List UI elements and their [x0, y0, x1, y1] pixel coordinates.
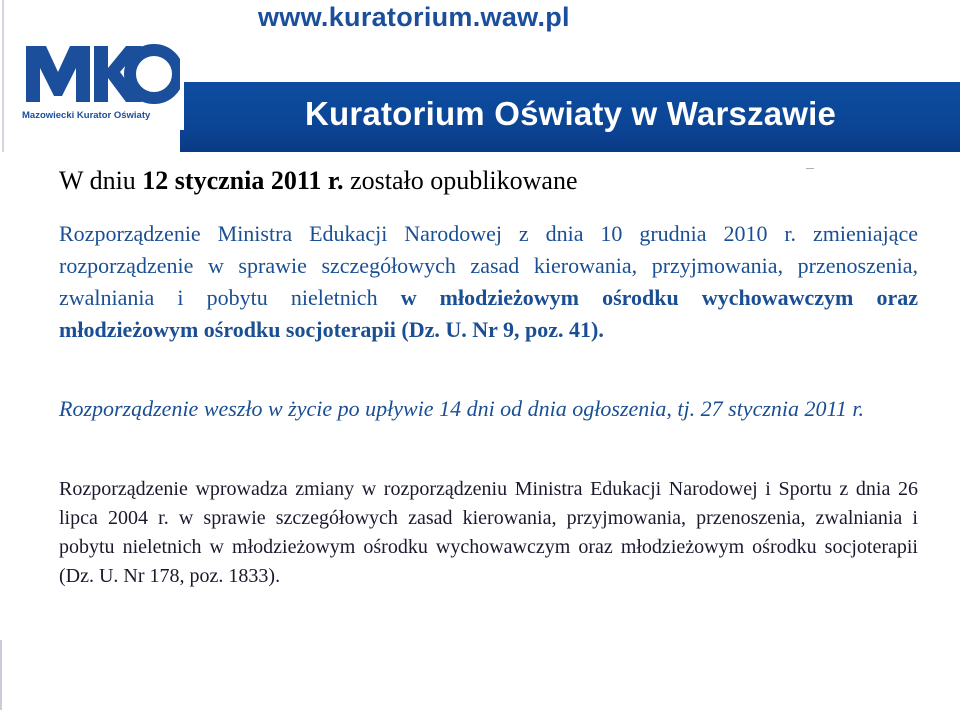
mko-logo-mark-icon	[22, 36, 180, 110]
headline-date: 12 stycznia 2011 r.	[142, 166, 344, 195]
headline-prefix: W dniu	[59, 166, 143, 195]
effective-note: Rozporządzenie weszło w życie po upływie 14 dni od dnia ogłoszenia, tj. 27 stycznia 2011 r.	[59, 396, 864, 421]
changes-note: Rozporządzenie wprowadza zmiany w rozporządzeniu Ministra Edukacji Narodowej i Sportu z dnia 26 lipca 2004 r. w sprawie szczegółowych zasad kierowania, przyjmowania, przenoszenia, zwalniania i pobytu nieletnich w młodzieżowym ośrodku wychowawczym oraz młodzieżowym ośrodku socjoterapii (Dz. U. Nr 178, poz. 1833).	[59, 478, 918, 587]
header-divider	[2, 0, 4, 152]
mko-logo	[16, 30, 184, 130]
decree-title	[59, 218, 918, 346]
slide-edge	[0, 640, 2, 710]
site-header	[0, 0, 960, 152]
decree-title-bold: w młodzieżowym ośrodku wychowawczym oraz młodzieżowym ośrodku socjoterapii (Dz. U. Nr 9, poz. 41).	[59, 285, 918, 342]
site-url[interactable]: www.kuratorium.waw.pl	[258, 2, 570, 32]
corner-mark	[806, 168, 814, 173]
logo-caption: Mazowiecki Kurator Oświaty	[22, 110, 151, 121]
decree-title-regular: Rozporządzenie Ministra Edukacji Narodowej z dnia 10 grudnia 2010 r. zmieniające rozporządzenie w sprawie szczegółowych zasad kierowania, przyjmowania, przenoszenia, zwalniania i pobytu nieletnich	[59, 221, 918, 310]
headline-suffix: zostało opublikowane	[343, 166, 578, 195]
site-title: Kuratorium Oświaty w Warszawie	[305, 95, 837, 132]
headline	[59, 166, 578, 196]
